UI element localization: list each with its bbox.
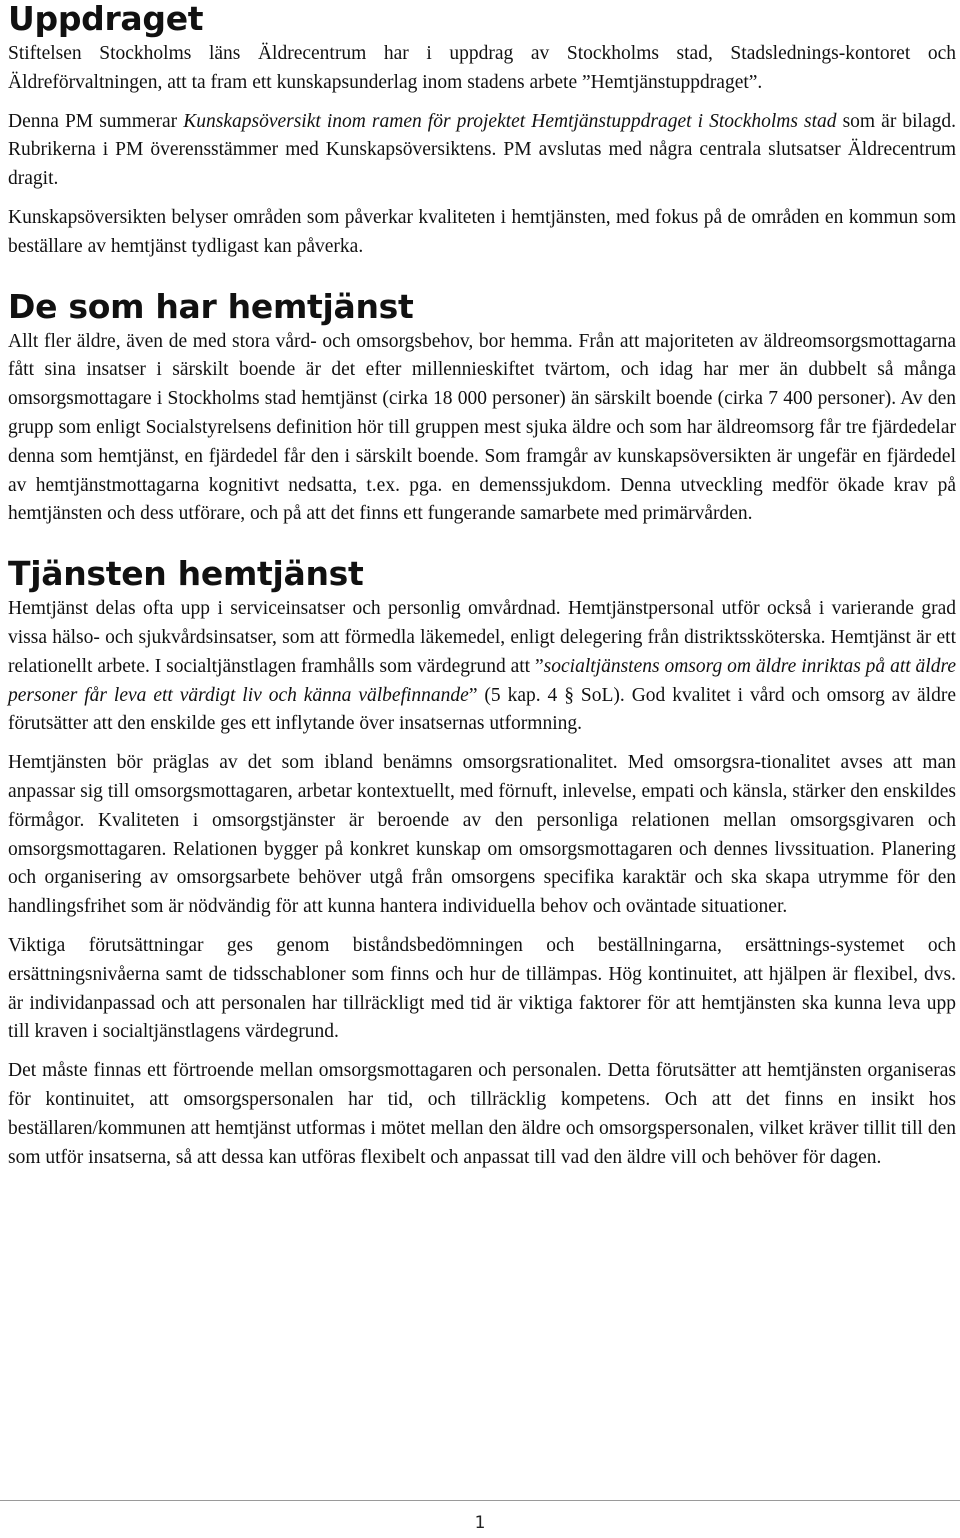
italic-title: Kunskapsöversikt inom ramen för projektet Hemtjänstuppdraget i Stockholms stad [183, 110, 837, 132]
section-heading-de-som-har-hemtjanst: De som har hemtjänst [8, 286, 414, 326]
paragraph: Stiftelsen Stockholms läns Äldrecentrum har i uppdrag av Stockholms stad, Stadslednings-kontoret och Äldreförvaltningen, att ta fram ett kunskapsunderlag inom stadens arbete ”Hemtjänstuppdraget”. [8, 43, 956, 93]
paragraph: Viktiga förutsättningar ges genom biståndsbedömningen och beställningarna, ersättnings-systemet och ersättningsnivåerna samt de tidsschabloner som finns och hur de tillämpas. Hög kontinuitet, att hjälpen är flexibel, dvs. är individanpassad och att personalen har tillräckligt med tid är viktiga faktorer för att hemtjänsten ska kunna leva upp till kraven i socialtjänstlagens värdegrund. [8, 934, 956, 1043]
paragraph: Det måste finnas ett förtroende mellan omsorgsmottagaren och personalen. Detta förutsätter att hemtjänsten organiseras för kontinuitet, att omsorgspersonalen har tid, och tillräcklig kompetens. Och att det finns en insikt hos beställaren/kommunen att hemtjänst utformas i mötet mellan den äldre och omsorgspersonalen, vilket kräver tillit till den som utför insatserna, så att dessa kan utföras flexibelt och anpassat till vad den äldre vill och behöver för dagen. [8, 1060, 956, 1168]
page-number: 1 [474, 1513, 486, 1533]
italic-quote: socialtjänstens omsorg om äldre inriktas på att äldre personer får leva ett värdigt liv och känna välbefinnande [8, 655, 956, 706]
document-page [8, 0, 956, 1182]
paragraph: Allt fler äldre, även de med stora vård- och omsorgsbehov, bor hemma. Från att majoriteten av äldreomsorgsmottagarna fått sina insatser i särskilt boende är det efter millennieskiftet tvärtom, och idag har mer än dubbelt så många omsorgsmottagare i Stockholms stad hemtjänst (cirka 18 000 personer) än särskilt boende (cirka 7 400 personer). Av den grupp som enligt Socialstyrelsens definition hör till gruppen mest sjuka äldre och som har äldreomsorg får tre fjärdedelar denna som hemtjänst, en fjärdedel får den i särskilt boende. Som framgår av kunskapsöversikten är ungefär en fjärdedel av hemtjänstmottagarna kognitivt nedsatta, t.ex. pga. en demenssjukdom. Denna utveckling medför ökade krav på hemtjänsten och dess utförare, och på att det finns ett fungerande samarbete med primärvården. [8, 330, 956, 525]
paragraph: Denna PM summerar Kunskapsöversikt inom ramen för projektet Hemtjänstuppdraget i Stockholms stad som är bilagd. Rubrikerna i PM överensstämmer med Kunskapsöversiktens. PM avslutas med några centrala slutsatser Äldrecentrum dragit. [8, 110, 956, 190]
section-heading-tjansten-hemtjanst: Tjänsten hemtjänst [8, 554, 364, 594]
paragraph: Hemtjänst delas ofta upp i serviceinsatser och personlig omvårdnad. Hemtjänstpersonal utför också i varierande grad vissa hälso- och sjukvårdsinsatser, som att förmedla läkemedel, enligt delegering från distriktssköterska. Hemtjänst är ett relationellt arbete. I socialtjänstlagen framhålls som värdegrund att ”socialtjänstens omsorg om äldre inriktas på att äldre personer får leva ett värdigt liv och känna välbefinnande” (5 kap. 4 § SoL). God kvalitet i vård och omsorg av äldre förutsätter att den enskilde ges ett inflytande över insatsernas utformning. [8, 598, 956, 735]
footer-divider [0, 1500, 960, 1501]
paragraph: Hemtjänsten bör präglas av det som ibland benämns omsorgsrationalitet. Med omsorgsra-tionalitet avses att man anpassar sig till omsorgsmottagaren, arbetar kontextuellt, med förnuft, inlevelse, empati och känsla, stärker den enskildes förmågor. Kvaliteten i omsorgstjänster är beroende av den personliga relationen mellan omsorgsgivaren och omsorgsmottagaren. Relationen bygger på konkret kunskap om omsorgsmottagaren och dennes livssituation. Planering och organisering av omsorgsarbete behöver utgå från omsorgens specifika karaktär och ska skapa utrymme för den handlingsfrihet som är nödvändig för att kunna hantera individuella behov och oväntade situationer. [8, 752, 956, 918]
section-heading-uppdraget: Uppdraget [8, 0, 204, 38]
paragraph: Kunskapsöversikten belyser områden som påverkar kvaliteten i hemtjänsten, med fokus på de områden en kommun som beställare av hemtjänst tydligast kan påverka. [8, 206, 956, 257]
